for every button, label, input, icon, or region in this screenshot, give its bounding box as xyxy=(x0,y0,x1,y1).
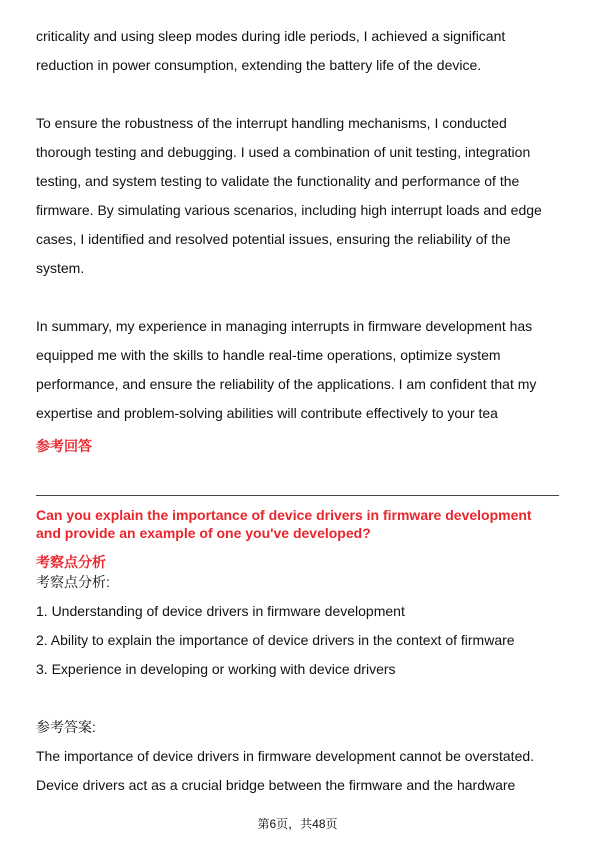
analysis-heading: 考察点分析 xyxy=(36,554,106,570)
analysis-section xyxy=(36,552,560,800)
question-line: Can you explain the importance of device drivers in firmware development xyxy=(36,507,532,523)
question-line: and provide an example of one you've developed? xyxy=(36,525,371,541)
question-title xyxy=(36,506,560,542)
analysis-label: 考察点分析: xyxy=(36,574,110,590)
body-line: reduction in power consumption, extending the battery life of the device. xyxy=(36,57,482,73)
body-line: In summary, my experience in managing interrupts in firmware development has xyxy=(36,318,533,334)
page-content xyxy=(36,22,560,456)
body-line: testing, and system testing to validate the functionality and performance of the xyxy=(36,173,520,189)
analysis-point: 2. Ability to explain the importance of device drivers in the context of firmware xyxy=(36,632,515,648)
body-line: equipped me with the skills to handle real-time operations, optimize system xyxy=(36,347,501,363)
body-line: performance, and ensure the reliability of the applications. I am confident that my xyxy=(36,376,537,392)
body-line: thorough testing and debugging. I used a combination of unit testing, integration xyxy=(36,144,531,160)
section-divider xyxy=(36,495,559,496)
answer-line: The importance of device drivers in firmware development cannot be overstated. xyxy=(36,748,535,764)
page-footer: 第6页，共48页 xyxy=(257,817,338,831)
answer-line: Device drivers act as a crucial bridge between the firmware and the hardware xyxy=(36,777,516,793)
body-line: cases, I identified and resolved potential issues, ensuring the reliability of the xyxy=(36,231,511,247)
body-line: criticality and using sleep modes during idle periods, I achieved a significant xyxy=(36,28,506,44)
analysis-point: 3. Experience in developing or working with device drivers xyxy=(36,661,396,677)
body-line: firmware. By simulating various scenarios, including high interrupt loads and edge xyxy=(36,202,542,218)
body-line: expertise and problem-solving abilities will contribute effectively to your tea xyxy=(36,405,498,421)
analysis-point: 1. Understanding of device drivers in firmware development xyxy=(36,603,405,619)
body-line: system. xyxy=(36,260,85,276)
body-line: To ensure the robustness of the interrupt handling mechanisms, I conducted xyxy=(36,115,507,131)
reference-answer-heading: 参考回答 xyxy=(36,438,92,454)
answer-label: 参考答案: xyxy=(36,719,96,735)
